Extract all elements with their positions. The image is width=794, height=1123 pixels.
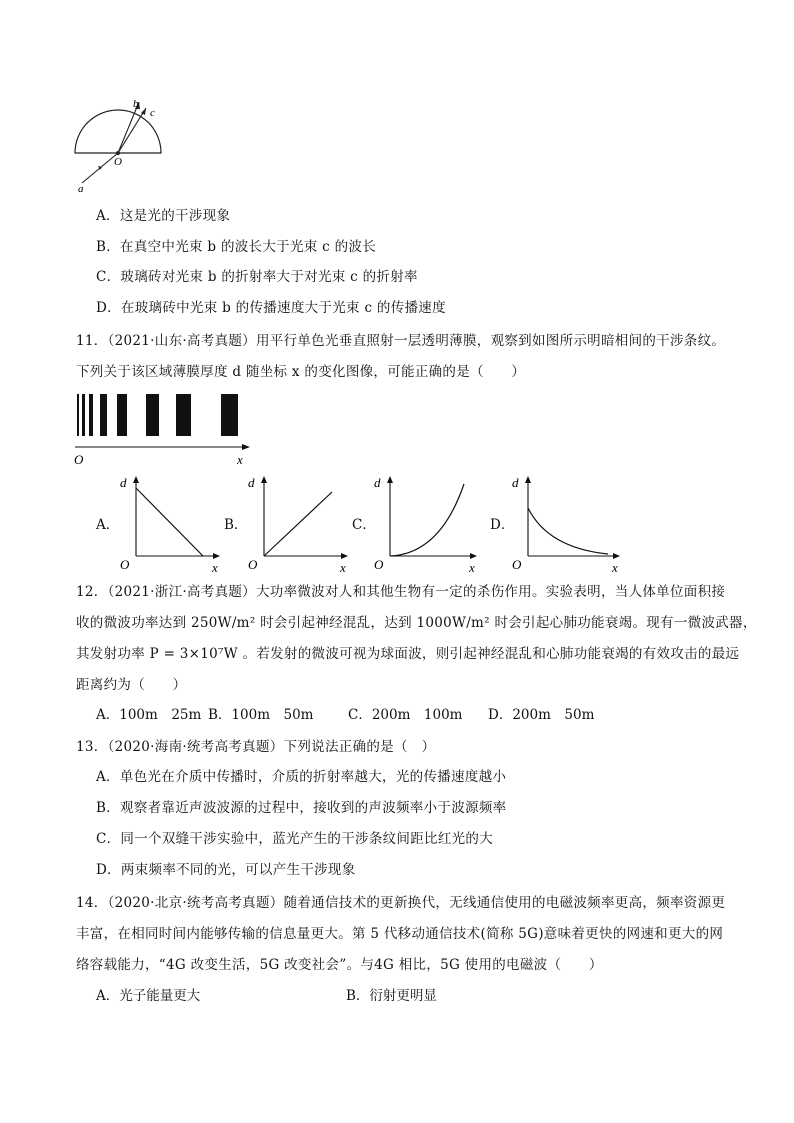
svg-text:O: O (512, 557, 522, 572)
q12-stem-line3: 其发射功率 P = 3×10⁷W 。若发射的微波可视为球面波，则引起神经混乱和心肺功能衰竭的有效攻击的最远 (76, 646, 740, 662)
svg-text:O: O (120, 557, 130, 572)
svg-text:d: d (374, 475, 381, 490)
q10-option-c[interactable]: C．玻璃砖对光束 b 的折射率大于对光束 c 的折射率 (96, 269, 418, 285)
ray-c (118, 108, 146, 153)
svg-text:d: d (512, 475, 519, 490)
label-a: a (78, 183, 84, 195)
q14-stem-line2: 丰富，在相同时间内能够传输的信息量更大。第 5 代移动通信技术(简称 5G)意味着更快的网速和更大的网 (76, 926, 724, 942)
svg-text:O: O (374, 557, 384, 572)
q10-option-b[interactable]: B．在真空中光束 b 的波长大于光束 c 的波长 (96, 239, 376, 255)
q13-option-b[interactable]: B．观察者靠近声波波源的过程中，接收到的声波频率小于波源频率 (96, 800, 507, 816)
semicircle-refraction-figure (70, 96, 170, 196)
fringe-origin-label: O (74, 452, 84, 467)
graph-option-d-label[interactable]: D． (490, 517, 515, 533)
label-c: c (150, 107, 155, 119)
svg-text:x: x (340, 560, 346, 574)
q12-options (96, 706, 594, 724)
q13-option-d[interactable]: D．两束频率不同的光，可以产生干涉现象 (96, 862, 356, 878)
q10-option-a[interactable]: A．这是光的干涉现象 (96, 208, 231, 224)
q13-option-a[interactable]: A．单色光在介质中传播时，介质的折射率越大，光的传播速度越小 (96, 769, 507, 785)
graph-option-c[interactable] (370, 474, 485, 574)
q12-stem-line1: 12．（2021·浙江·高考真题）大功率微波对人和其他生物有一定的杀伤作用。实验表明，当人体单位面积接 (76, 584, 726, 600)
graph-option-b-label[interactable]: B． (224, 517, 248, 533)
q13-option-c[interactable]: C．同一个双缝干涉实验中，蓝光产生的干涉条纹间距比红光的大 (96, 831, 494, 847)
q14-stem-line1: 14．（2020·北京·统考高考真题）随着通信技术的更新换代，无线通信使用的电磁波频率更高，频率资源更 (76, 895, 726, 911)
q12-option-b[interactable]: B．100m 50m (208, 707, 314, 723)
q14-option-a[interactable]: A．光子能量更大 (96, 988, 201, 1004)
q12-option-d[interactable]: D．200m 50m (488, 707, 595, 723)
label-O: O (114, 156, 122, 168)
q12-stem-line4: 距离约为（ ） (76, 677, 187, 693)
svg-text:x: x (469, 560, 475, 574)
q12-option-a[interactable]: A．100m 25m (96, 707, 202, 723)
fringe-x-label: x (237, 452, 243, 467)
interference-fringes-figure (70, 390, 260, 470)
q12-stem-line2: 收的微波功率达到 250W/m² 时会引起神经混乱，达到 1000W/m² 时会引起心肺功能衰竭。现有一微波武器， (76, 615, 757, 631)
graph-option-d[interactable] (508, 474, 628, 574)
q14-options (96, 987, 437, 1005)
graph-option-c-label[interactable]: C． (352, 517, 376, 533)
q12-option-c[interactable]: C．200m 100m (348, 707, 463, 723)
q11-stem-line1: 11．（2021·山东·高考真题）用平行单色光垂直照射一层透明薄膜，观察到如图所示明暗相间的干涉条纹。 (76, 333, 726, 349)
graph-option-b[interactable] (244, 474, 354, 574)
graph-option-a[interactable] (116, 474, 226, 574)
svg-text:x: x (612, 560, 618, 574)
q11-stem-line2: 下列关于该区域薄膜厚度 d 随坐标 x 的变化图像，可能正确的是（ ） (76, 364, 526, 380)
q14-option-b[interactable]: B．衍射更明显 (346, 988, 437, 1004)
q14-stem-line3: 络容载能力，“4G 改变生活，5G 改变社会”。与4G 相比，5G 使用的电磁波（ ） (76, 957, 603, 973)
svg-text:d: d (120, 475, 127, 490)
svg-text:O: O (248, 557, 258, 572)
svg-text:d: d (248, 475, 255, 490)
label-b: b (133, 98, 139, 110)
svg-text:x: x (212, 560, 218, 574)
q10-option-d[interactable]: D．在玻璃砖中光束 b 的传播速度大于光束 c 的传播速度 (96, 300, 446, 316)
graph-option-a-label[interactable]: A． (96, 517, 120, 533)
q13-stem: 13．（2020·海南·统考高考真题）下列说法正确的是（ ） (76, 739, 436, 755)
